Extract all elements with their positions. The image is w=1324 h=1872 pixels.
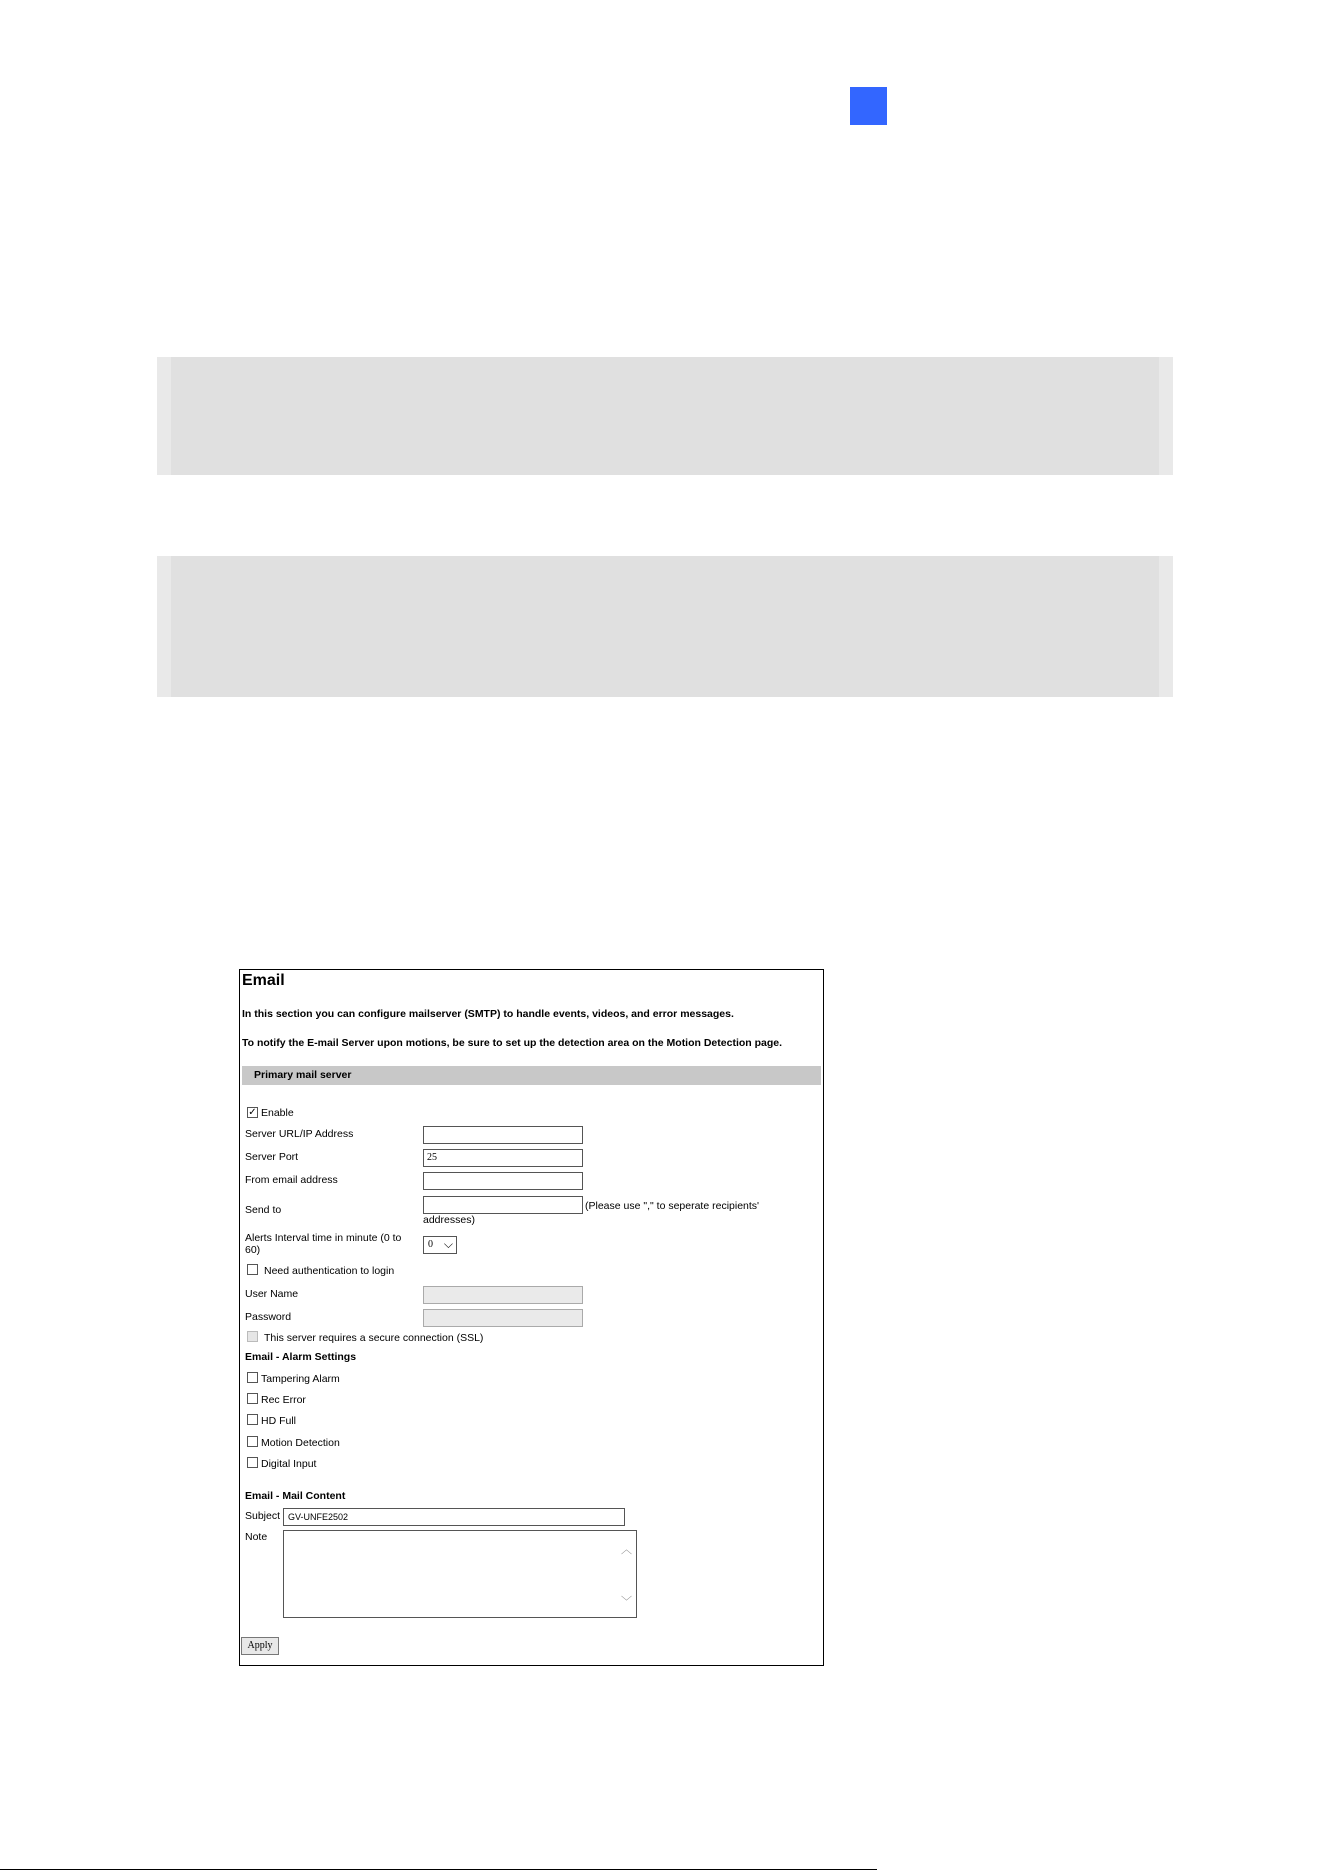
motion-note-text: To notify the E-mail Server upon motions, be sure to set up the detection area on the Motion Detection page.: [242, 1037, 783, 1049]
password-label: Password: [245, 1311, 292, 1323]
alarm-settings-heading: Email - Alarm Settings: [245, 1351, 357, 1363]
username-input[interactable]: [423, 1286, 583, 1304]
rec-error-checkbox[interactable]: [247, 1393, 258, 1404]
hd-full-checkbox[interactable]: [247, 1414, 258, 1425]
interval-label: Alerts Interval time in minute (0 to: [245, 1232, 402, 1244]
digital-input-checkbox[interactable]: [247, 1457, 258, 1468]
sendto-input[interactable]: [423, 1196, 583, 1214]
description-text: In this section you can configure mailserver (SMTP) to handle events, videos, and error messages.: [242, 1008, 734, 1020]
server-address-input[interactable]: [423, 1126, 583, 1144]
password-input[interactable]: [423, 1309, 583, 1327]
alarm-item-label: Tampering Alarm: [261, 1373, 340, 1385]
enable-label: Enable: [261, 1107, 294, 1119]
sendto-label: Send to: [245, 1204, 282, 1216]
note-textarea[interactable]: [283, 1530, 637, 1618]
scroll-up-icon[interactable]: ︿: [621, 1544, 632, 1556]
note-band: [157, 357, 1173, 475]
band-edge-right: [1159, 556, 1173, 697]
chapter-marker: [850, 87, 887, 125]
server-label: Server URL/IP Address: [245, 1128, 354, 1140]
sendto-hint-cont: addresses): [423, 1214, 475, 1226]
footer-rule: [0, 1869, 877, 1870]
apply-button[interactable]: Apply: [241, 1637, 279, 1655]
subject-label: Subject: [245, 1510, 281, 1522]
scroll-down-icon[interactable]: ﹀: [621, 1596, 632, 1608]
alarm-item-label: Digital Input: [261, 1458, 317, 1470]
interval-select[interactable]: [423, 1236, 457, 1254]
enable-checkbox[interactable]: ✓: [248, 1107, 257, 1118]
section-bar-primary: [242, 1066, 821, 1085]
port-label: Server Port: [245, 1151, 299, 1163]
mail-content-heading: Email - Mail Content: [245, 1490, 346, 1502]
subject-input[interactable]: GV-UNFE2502: [283, 1508, 625, 1526]
alarm-item-label: Motion Detection: [261, 1437, 340, 1449]
from-address-input[interactable]: [423, 1172, 583, 1190]
email-settings-panel: [239, 969, 824, 1666]
tip-band: [157, 556, 1173, 697]
alarm-item-label: Rec Error: [261, 1394, 306, 1406]
sendto-hint: (Please use "," to seperate recipients': [585, 1200, 760, 1212]
username-label: User Name: [245, 1288, 299, 1300]
interval-label-cont: 60): [245, 1244, 261, 1256]
band-edge-left: [157, 357, 171, 475]
page-title: Email: [242, 972, 285, 989]
band-edge-right: [1159, 357, 1173, 475]
motion-detection-checkbox[interactable]: [247, 1436, 258, 1447]
ssl-checkbox[interactable]: [247, 1331, 258, 1342]
auth-label: Need authentication to login: [264, 1265, 395, 1277]
interval-value: 0: [428, 1239, 433, 1250]
auth-checkbox[interactable]: [247, 1264, 258, 1275]
band-edge-left: [157, 556, 171, 697]
alarm-item-label: HD Full: [261, 1415, 297, 1427]
server-port-input[interactable]: 25: [423, 1149, 583, 1167]
ssl-label: This server requires a secure connection (SSL): [264, 1332, 484, 1344]
chevron-down-icon: ⌵: [443, 1237, 453, 1251]
section-title: Primary mail server: [254, 1069, 352, 1081]
note-label: Note: [245, 1531, 268, 1543]
from-label: From email address: [245, 1174, 338, 1186]
tampering-alarm-checkbox[interactable]: [247, 1372, 258, 1383]
